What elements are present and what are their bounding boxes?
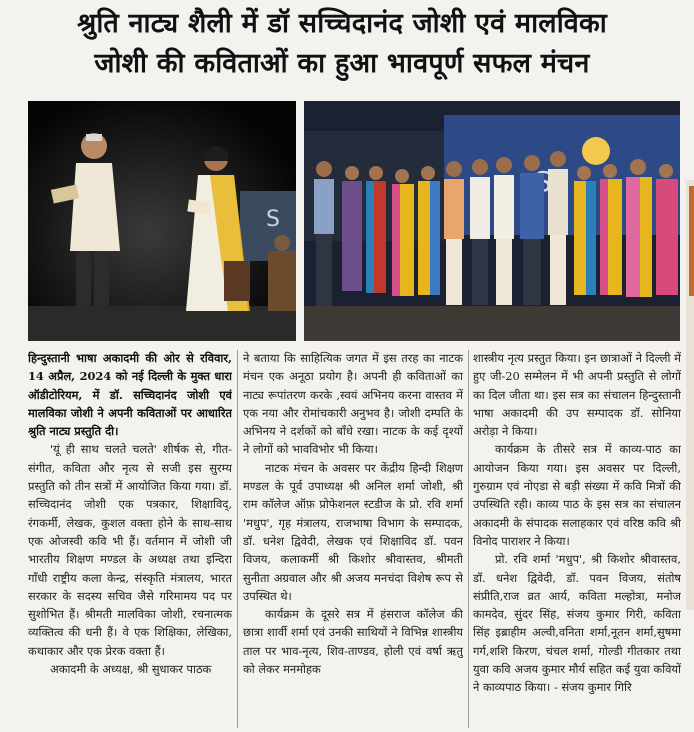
article-paragraph: कार्यक्रम के तीसरे सत्र में काव्य-पाठ का आयोजन किया गया। इस अवसर पर दिल्ली, गुरुग्राम एवं नोएडा से बड़ी संख्या में कवि मित्रों की उपस्थिति रही। काव्य पाठ के इस सत्र का संचालन अकादमी के संपादक सलाहकार एवं वरिष्ठ कवि श्री विनोद पाराशर ने किया। xyxy=(473,442,681,548)
article-paragraph: ने बताया कि साहित्यिक जगत में इस तरह का नाटक मंचन एक अनूठा प्रयोग है। अपनी ही कविताओं का नाट्य रूपांतरण करके ,स्वयं अभिनय करना वास्तव में एक नया और रोमांचकारी अनुभव है। जोशी दम्पति के अभिनय ने दर्शकों को बाँधे रखा। नाटक के कई दृश्यों ने लोगों को भावविभोर भी किया। xyxy=(243,351,463,457)
stage-banner-letter: S xyxy=(266,207,280,232)
headline-line-1: श्रुति नाट्य शैली में डॉ सच्चिदानंद जोशी एवं मालविका xyxy=(77,8,607,39)
article-column-3 xyxy=(473,349,681,729)
article-paragraph: अकादमी के अध्यक्ष, श्री सुधाकर पाठक xyxy=(50,662,212,677)
article-paragraph: 'यूं ही साथ चलते चलते' शीर्षक से, गीत-संगीत, कविता और नृत्य से सजी इस सुरम्य प्रस्तुति को तीन सत्रों में आयोजित किया गया। डॉ. सच्चिदानंद जोशी एक पत्रकार, शिक्षाविद्, रंगकर्मी, लेखक, कुशल वक्ता होने के साथ-साथ एक ओजस्वी कवि भी हैं। वर्तमान में जोशी जी भारतीय शिक्षण मण्डल के अध्यक्ष तथा इन्दिरा गाँधी राष्ट्रीय कला केन्द्र, संस्कृति मंत्रालय, भारत सरकार के सदस्य सचिव जैसे गरिमामय पद पर सुशोभित हैं। श्रीमती मालविका जोशी, रचनात्मक व्यक्तित्व की धनी हैं। वे एक शिक्षिका, लेखिका, कथाकार और एक प्रेरक वक्ता हैं। xyxy=(28,442,232,658)
article-column-1 xyxy=(28,349,232,729)
article-paragraph: शास्त्रीय नृत्य प्रस्तुत किया। इन छात्राओं ने दिल्ली में हुए जी-20 सम्मेलन में भी अपनी प्रस्तुति से लोगों का दिल जीता था। इस सत्र का संचालन हिन्दुस्तानी भाषा अकादमी की उप सम्पादक डॉ. सोनिया अरोड़ा ने किया। xyxy=(473,351,681,439)
article-paragraph: प्रो. रवि शर्मा 'मधुप', श्री किशोर श्रीवास्तव, डॉ. धनेश द्विवेदी, डॉ. पवन विजय, संतोष संप्रीति,राज व्रत आर्य, कविता मल्होत्रा, मनोज कामदेव, सुंदर सिंह, संजय कुमार गिरी, कविता सिंह इब्राहीम अल्वी,वनिता शर्मा,नूतन शर्मा,सुषमा गर्ग,शशि किरण, चंचल शर्मा, गोल्डी गीतकार तथा युवा कवि अजय कुमार मौर्य सहित कई युवा कवियों ने काव्यपाठ किया। - संजय कुमार गिरि xyxy=(473,552,681,695)
headline-line-2: जोशी की कविताओं का हुआ भावपूर्ण सफल मंचन xyxy=(94,48,590,79)
article-paragraph: हिन्दुस्तानी भाषा अकादमी की ओर से रविवार, 14 अप्रैल, 2024 को नई दिल्ली के मुक्त धारा ऑडीटोरियम, में डॉ. सच्चिदानंद जोशी एवं मालविका जोशी ने अपनी कविताओं पर आधारित श्रुति नाट्य प्रस्तुति दी। xyxy=(28,351,232,439)
article-paragraph: नाटक मंचन के अवसर पर केंद्रीय हिन्दी शिक्षण मण्डल के पूर्व उपाध्यक्ष श्री अनिल शर्मा जोशी, श्री राम कॉलेज ऑफ़ प्रोफेशनल स्टडीज के प्रो. रवि शर्मा 'मधुप', गृह मंत्रालय, राजभाषा विभाग के सम्पादक, डॉ. धनेश द्विवेदी, लेखक एवं शिक्षाविद डॉ. पवन विजय, कलाकर्मी श्री किशोर श्रीवास्तव, श्रीमती सुनीता अग्रवाल और श्री अजय मनचंदा विशेष रूप से उपस्थित थे। xyxy=(243,460,463,603)
article-paragraph: कार्यक्रम के दूसरे सत्र में हंसराज कॉलेज की छात्रा शार्वी शर्मा एवं उनकी साथियों ने विभिन्न शास्त्रीय ताल पर भाव-नृत्य, शिव-ताण्डव, होली एवं वर्षा ऋतु को लेकर मनमोहक xyxy=(243,607,463,677)
column-rule xyxy=(237,350,238,728)
adjacent-photo-edge xyxy=(689,186,694,296)
headline xyxy=(6,4,678,84)
group-photo xyxy=(304,101,680,341)
article-column-2 xyxy=(243,349,463,729)
stage-performance-photo xyxy=(28,101,296,341)
column-rule xyxy=(468,350,469,728)
group-photo-illustration xyxy=(304,101,680,341)
stage-performance-illustration xyxy=(28,101,296,341)
